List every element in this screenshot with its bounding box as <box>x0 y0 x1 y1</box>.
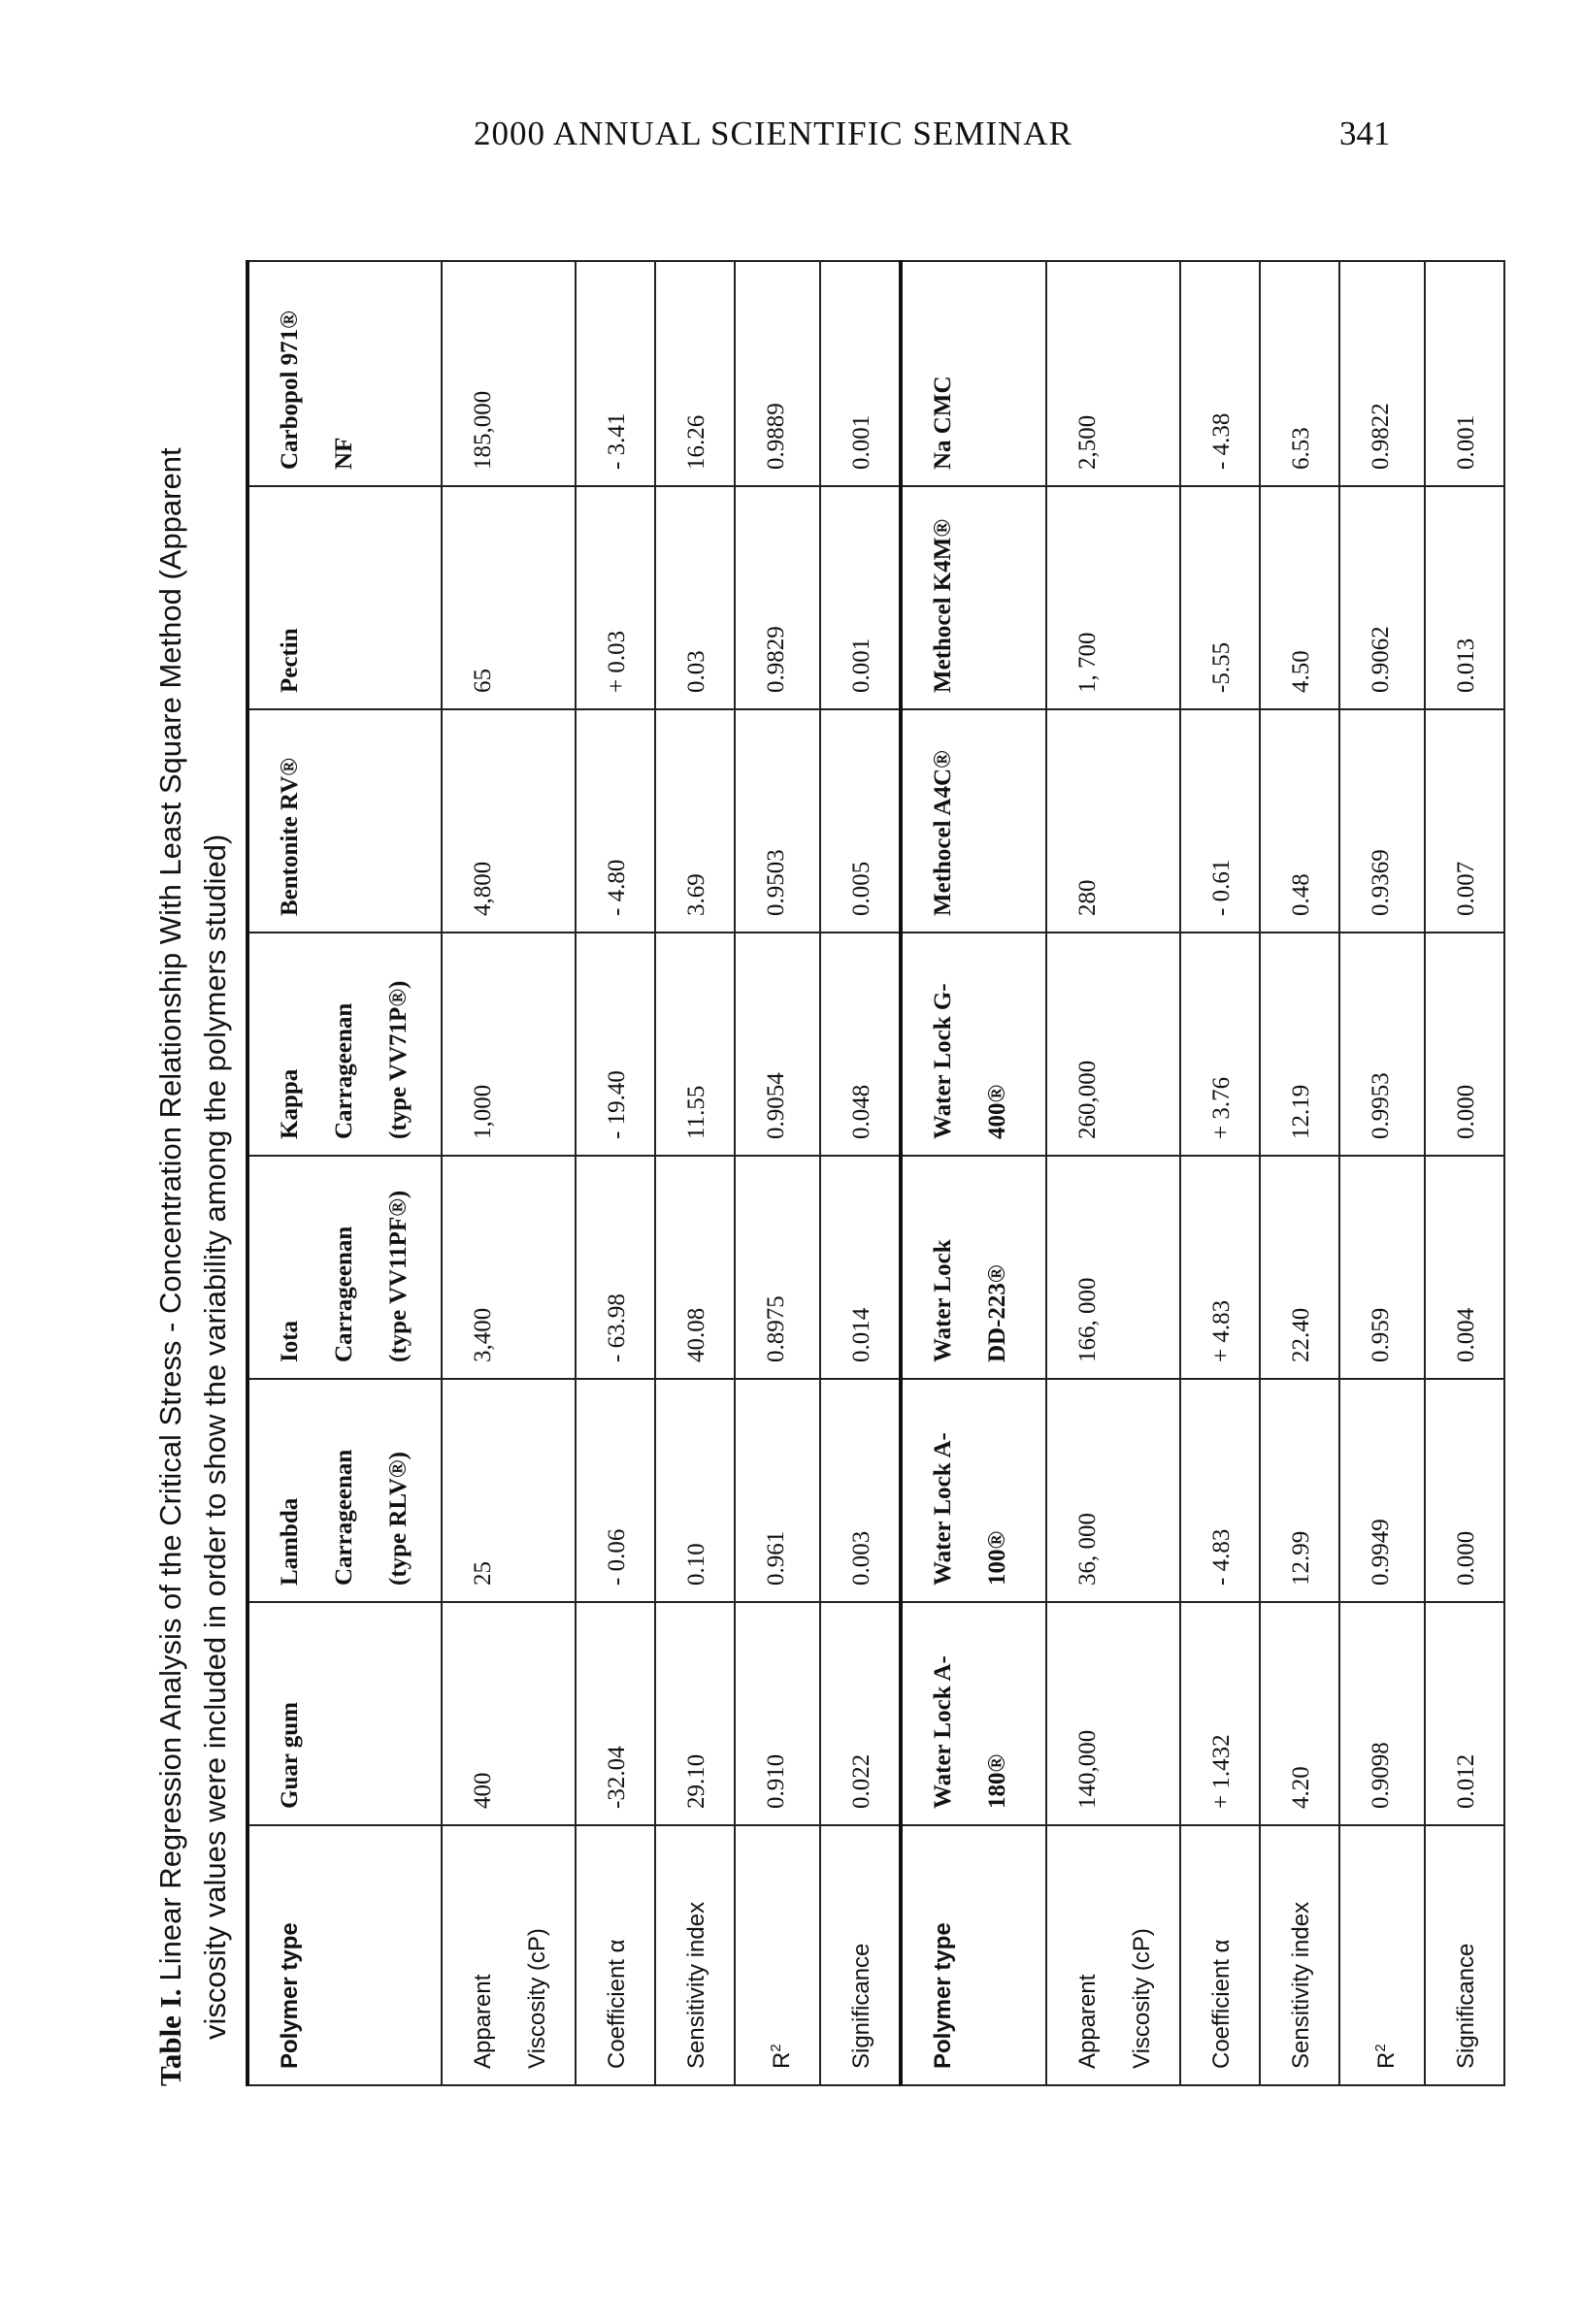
value-cell <box>1180 486 1260 709</box>
value-text: 0.48 <box>1288 873 1314 916</box>
value-cell <box>1339 709 1425 933</box>
row-label-significance <box>1425 1825 1504 2085</box>
row-label-text: Significance <box>1453 1943 1479 2069</box>
polymer-name-cell <box>247 709 442 933</box>
table-caption-line2: viscosity values were included in order to show the variability among the polymers studied) <box>198 834 232 2040</box>
value-cell <box>1046 261 1180 486</box>
r-label-superscript: 2 <box>768 2044 784 2052</box>
value-text: 0.10 <box>683 1543 709 1586</box>
polymer-name-line: (type RLV®) <box>385 1452 412 1586</box>
value-cell <box>1046 709 1180 933</box>
value-text: + 4.83 <box>1208 1299 1235 1362</box>
value-cell <box>1260 933 1339 1156</box>
value-cell <box>1260 486 1339 709</box>
value-cell <box>655 1379 735 1602</box>
value-cell <box>655 261 735 486</box>
value-text: 2,500 <box>1074 414 1101 470</box>
value-text: + 1.432 <box>1208 1734 1235 1809</box>
value-text: 0.9949 <box>1368 1519 1394 1586</box>
polymer-type-row <box>247 261 442 2085</box>
value-text: 0.9062 <box>1368 626 1394 693</box>
value-cell <box>820 1379 901 1602</box>
polymer-name-line: 180® <box>984 1753 1010 1809</box>
sensitivity-index-row <box>1260 261 1339 2085</box>
value-text: - 4.38 <box>1208 412 1235 470</box>
row-label-text: Viscosity (cP) <box>524 1928 550 2069</box>
value-text: 0.014 <box>848 1307 874 1362</box>
value-cell <box>735 261 820 486</box>
polymer-name-line <box>372 1615 426 1809</box>
value-text: 0.012 <box>1453 1753 1479 1809</box>
value-text: 40.08 <box>683 1307 709 1362</box>
value-text: 0.000 <box>1453 1084 1479 1139</box>
value-cell <box>442 933 576 1156</box>
value-cell <box>1339 1379 1425 1602</box>
row-label-apparent-viscosity <box>1046 1825 1180 2085</box>
value-cell <box>1425 486 1504 709</box>
value-cell <box>1425 709 1504 933</box>
row-label-text: Apparent <box>470 1974 496 2069</box>
page-header <box>0 115 1583 163</box>
value-cell <box>1046 933 1180 1156</box>
value-text: 0.9054 <box>763 1072 789 1139</box>
value-cell <box>1046 1602 1180 1825</box>
value-text: 11.55 <box>683 1085 709 1139</box>
value-text: 29.10 <box>683 1753 709 1809</box>
value-text: - 19.40 <box>604 1070 630 1139</box>
polymer-name-line <box>317 722 372 916</box>
value-cell <box>1425 933 1504 1156</box>
polymer-name-line: Guar gum <box>277 1702 303 1809</box>
value-cell <box>820 486 901 709</box>
polymer-name-line: Iota <box>277 1320 303 1362</box>
polymer-name-line: NF <box>331 437 357 470</box>
value-cell <box>655 709 735 933</box>
polymer-name-cell <box>247 486 442 709</box>
polymer-name-line <box>317 1615 372 1809</box>
polymer-name-cell <box>901 486 1046 709</box>
value-text: 0.001 <box>1453 414 1479 470</box>
value-text: 0.000 <box>1453 1530 1479 1586</box>
value-text: 1,000 <box>470 1084 496 1139</box>
value-text: - 4.83 <box>1208 1528 1235 1586</box>
value-text: 0.9098 <box>1368 1742 1394 1809</box>
row-label-r-squared <box>735 1825 820 2085</box>
value-text: 0.9889 <box>763 403 789 470</box>
row-label-text: Sensitivity index <box>683 1901 709 2069</box>
value-cell <box>442 486 576 709</box>
row-label-text: Sensitivity index <box>1288 1901 1314 2069</box>
value-cell <box>576 1602 655 1825</box>
value-text: 0.8975 <box>763 1295 789 1362</box>
r-squared-row <box>735 261 820 2085</box>
page-number: 341 <box>1339 115 1391 152</box>
value-cell <box>735 486 820 709</box>
value-cell <box>820 1602 901 1825</box>
row-label-polymer-type <box>247 1825 442 2085</box>
regression-table <box>246 260 1505 2086</box>
polymer-name-line <box>372 722 426 916</box>
value-text: 0.9503 <box>763 849 789 916</box>
value-text: 0.005 <box>848 861 874 916</box>
rotated-table-block <box>148 252 1479 2096</box>
significance-row <box>820 261 901 2085</box>
value-cell <box>1339 1602 1425 1825</box>
row-label-text: Viscosity (cP) <box>1129 1928 1155 2069</box>
polymer-name-line: Pectin <box>277 628 303 693</box>
value-text: - 4.80 <box>604 859 630 916</box>
row-label-text: Coefficient α <box>1208 1939 1235 2069</box>
value-cell <box>735 1156 820 1379</box>
value-text: 22.40 <box>1288 1307 1314 1362</box>
polymer-type-row <box>901 261 1046 2085</box>
value-text: 280 <box>1074 879 1101 916</box>
row-label-text: Coefficient α <box>604 1939 630 2069</box>
polymer-name-cell <box>247 1156 442 1379</box>
value-text: 16.26 <box>683 414 709 470</box>
value-cell <box>655 486 735 709</box>
value-text: 0.961 <box>763 1530 789 1586</box>
value-cell <box>1339 486 1425 709</box>
polymer-name-line <box>372 274 426 470</box>
value-text: 166, 000 <box>1074 1277 1101 1362</box>
value-text: + 3.76 <box>1208 1076 1235 1139</box>
polymer-name-line: Carbopol 971® <box>277 311 303 470</box>
row-label-text <box>749 1838 809 2069</box>
polymer-name-line: 100® <box>984 1530 1010 1586</box>
value-text: 65 <box>470 669 496 693</box>
polymer-name-line <box>317 499 372 693</box>
polymer-name-line: Methocel A4C® <box>930 750 956 916</box>
polymer-name-line: (type VV71P®) <box>385 980 412 1139</box>
value-text: 140,000 <box>1074 1729 1101 1809</box>
polymer-name-cell <box>901 261 1046 486</box>
polymer-name-line <box>971 499 1025 693</box>
row-label-text: Polymer type <box>277 1922 303 2069</box>
polymer-name-cell <box>901 709 1046 933</box>
value-text: 260,000 <box>1074 1060 1101 1139</box>
polymer-name-line: Water Lock <box>930 1239 956 1362</box>
row-label-text <box>1354 1838 1414 2069</box>
polymer-name-cell <box>247 261 442 486</box>
table-caption-line1: Linear Regression Analysis of the Critical Stress - Concentration Relationship With Least Square Method (Apparent <box>153 447 187 1981</box>
value-cell <box>820 709 901 933</box>
value-cell <box>576 933 655 1156</box>
row-label-text: Apparent <box>1074 1974 1101 2069</box>
value-text: - 0.06 <box>604 1528 630 1586</box>
r-squared-row <box>1339 261 1425 2085</box>
polymer-name-line: 400® <box>984 1084 1010 1139</box>
row-label-sensitivity-index <box>1260 1825 1339 2085</box>
value-cell <box>1046 1379 1180 1602</box>
value-text: 400 <box>470 1772 496 1809</box>
polymer-name-cell <box>901 1156 1046 1379</box>
polymer-name-line: Na CMC <box>930 376 956 470</box>
polymer-name-line: Bentonite RV® <box>277 758 303 916</box>
value-text: 0.910 <box>763 1753 789 1809</box>
value-text: 0.007 <box>1453 861 1479 916</box>
value-text: 12.99 <box>1288 1530 1314 1586</box>
value-cell <box>820 261 901 486</box>
value-text: 0.003 <box>848 1530 874 1586</box>
value-text: + 0.03 <box>604 630 630 693</box>
polymer-name-cell <box>247 933 442 1156</box>
row-label-polymer-type <box>901 1825 1046 2085</box>
value-cell <box>1425 261 1504 486</box>
polymer-name-line <box>971 722 1025 916</box>
value-cell <box>576 261 655 486</box>
polymer-name-cell <box>247 1602 442 1825</box>
value-cell <box>1180 1379 1260 1602</box>
value-text: 4.50 <box>1288 650 1314 693</box>
polymer-name-line: DD-223® <box>984 1264 1010 1362</box>
value-cell <box>442 1602 576 1825</box>
value-text: 0.001 <box>848 414 874 470</box>
polymer-name-cell <box>901 1379 1046 1602</box>
running-head: 2000 ANNUAL SCIENTIFIC SEMINAR <box>474 115 1072 152</box>
value-cell <box>1425 1156 1504 1379</box>
value-cell <box>442 709 576 933</box>
polymer-name-line: Methocel K4M® <box>930 518 956 693</box>
value-cell <box>1260 1156 1339 1379</box>
value-text: -5.55 <box>1208 641 1235 693</box>
polymer-name-line: Water Lock G- <box>930 983 956 1139</box>
coefficient-row <box>576 261 655 2085</box>
r-label-superscript: 2 <box>1372 2044 1389 2052</box>
value-cell <box>442 1156 576 1379</box>
value-text: 3,400 <box>470 1307 496 1362</box>
value-cell <box>1260 261 1339 486</box>
row-label-coefficient <box>576 1825 655 2085</box>
polymer-name-cell <box>247 1379 442 1602</box>
polymer-name-line <box>971 274 1025 470</box>
value-cell <box>820 933 901 1156</box>
value-cell <box>442 261 576 486</box>
value-text: 4.20 <box>1288 1766 1314 1809</box>
apparent-viscosity-row <box>1046 261 1180 2085</box>
value-text: 6.53 <box>1288 427 1314 470</box>
value-text: 0.959 <box>1368 1307 1394 1362</box>
value-cell <box>1425 1602 1504 1825</box>
polymer-name-line: Kappa <box>277 1068 303 1139</box>
regression-table-body <box>247 261 1504 2085</box>
row-label-significance <box>820 1825 901 2085</box>
value-cell <box>1339 933 1425 1156</box>
row-label-coefficient <box>1180 1825 1260 2085</box>
value-text: 0.9822 <box>1368 403 1394 470</box>
value-cell <box>735 933 820 1156</box>
value-text: 0.022 <box>848 1753 874 1809</box>
value-cell <box>655 1156 735 1379</box>
value-cell <box>442 1379 576 1602</box>
value-text: 4,800 <box>470 861 496 916</box>
value-text: 0.048 <box>848 1084 874 1139</box>
polymer-name-line: Carrageenan <box>331 1002 357 1139</box>
value-text: - 3.41 <box>604 412 630 470</box>
value-cell <box>1260 709 1339 933</box>
polymer-name-line: Carrageenan <box>331 1449 357 1586</box>
polymer-name-cell <box>901 1602 1046 1825</box>
value-cell <box>576 1156 655 1379</box>
value-cell <box>576 709 655 933</box>
polymer-name-cell <box>901 933 1046 1156</box>
value-text: 1, 700 <box>1074 632 1101 693</box>
value-cell <box>735 1379 820 1602</box>
value-text: 25 <box>470 1561 496 1586</box>
value-text: 12.19 <box>1288 1084 1314 1139</box>
value-cell <box>576 486 655 709</box>
value-text: 3.69 <box>683 873 709 916</box>
row-label-text: Polymer type <box>930 1922 956 2069</box>
r-label: R <box>1373 2051 1400 2069</box>
value-cell <box>1339 1156 1425 1379</box>
value-cell <box>735 709 820 933</box>
value-cell <box>1180 1602 1260 1825</box>
polymer-name-line: Carrageenan <box>331 1226 357 1362</box>
value-text: 0.03 <box>683 650 709 693</box>
polymer-name-line: Lambda <box>277 1497 303 1586</box>
row-label-sensitivity-index <box>655 1825 735 2085</box>
value-cell <box>1260 1379 1339 1602</box>
value-text: -32.04 <box>604 1746 630 1809</box>
value-cell <box>1180 1156 1260 1379</box>
value-cell <box>655 1602 735 1825</box>
value-text: 36, 000 <box>1074 1513 1101 1586</box>
value-cell <box>1046 1156 1180 1379</box>
value-text: 185,000 <box>470 390 496 470</box>
row-label-text: Significance <box>848 1943 874 2069</box>
apparent-viscosity-row <box>442 261 576 2085</box>
value-cell <box>735 1602 820 1825</box>
table-caption <box>148 262 238 2086</box>
value-text: 0.9369 <box>1368 849 1394 916</box>
polymer-name-line: (type VV11PF®) <box>385 1190 412 1362</box>
row-label-r-squared <box>1339 1825 1425 2085</box>
significance-row <box>1425 261 1504 2085</box>
value-text: 0.001 <box>848 638 874 693</box>
value-text: 0.004 <box>1453 1307 1479 1362</box>
value-text: - 63.98 <box>604 1293 630 1362</box>
value-cell <box>1180 709 1260 933</box>
table-caption-label: Table I. <box>153 1988 187 2086</box>
value-cell <box>1339 261 1425 486</box>
r-label: R <box>769 2051 795 2069</box>
row-label-apparent-viscosity <box>442 1825 576 2085</box>
value-text: 0.9829 <box>763 626 789 693</box>
value-cell <box>1425 1379 1504 1602</box>
value-text: - 0.61 <box>1208 859 1235 916</box>
sensitivity-index-row <box>655 261 735 2085</box>
value-cell <box>1180 933 1260 1156</box>
value-cell <box>1260 1602 1339 1825</box>
value-cell <box>655 933 735 1156</box>
value-text: 0.9953 <box>1368 1072 1394 1139</box>
value-cell <box>820 1156 901 1379</box>
value-text: 0.013 <box>1453 638 1479 693</box>
polymer-name-line: Water Lock A- <box>930 1655 956 1809</box>
value-cell <box>576 1379 655 1602</box>
value-cell <box>1180 261 1260 486</box>
value-cell <box>1046 486 1180 709</box>
polymer-name-line: Water Lock A- <box>930 1432 956 1586</box>
coefficient-row <box>1180 261 1260 2085</box>
polymer-name-line <box>372 499 426 693</box>
